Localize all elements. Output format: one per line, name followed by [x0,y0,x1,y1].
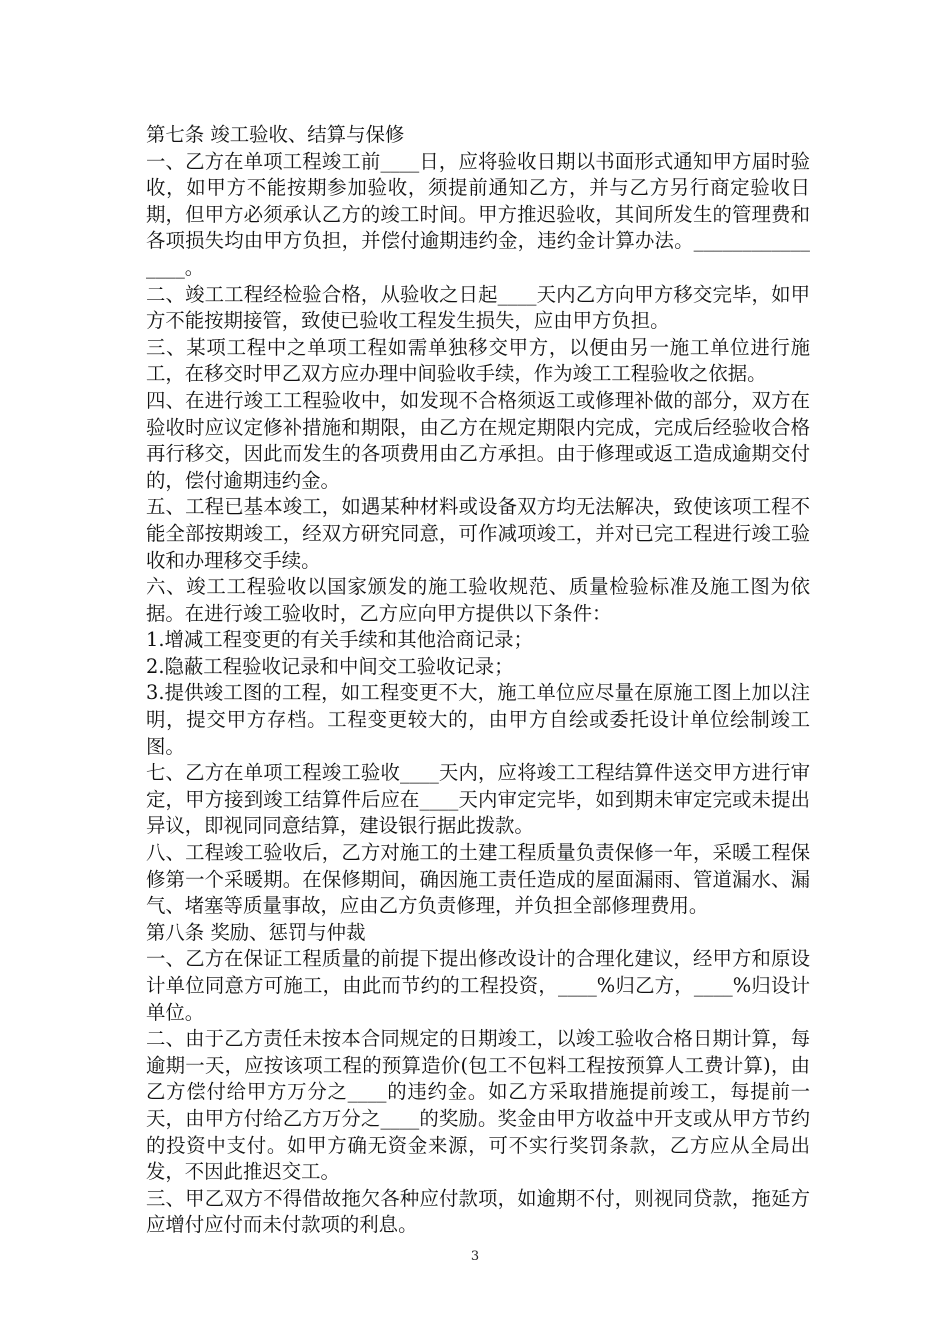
article-heading-7: 第七条 竣工验收、结算与保修 [146,123,405,146]
list-item: 3.提供竣工图的工程，如工程变更不大，施工单位应尽量在原施工图上加以注明，提交甲方存档。工程变更较大的，由甲方自绘或委托设计单位绘制竣工图。 [146,681,810,758]
list-item: 2.隐蔽工程验收记录和中间交工验收记录； [146,654,514,678]
clause-paragraph: 二、竣工工程经检验合格，从验收之日起____天内乙方向甲方移交完毕，如甲方不能按期接管，致使已验收工程发生损失，应由甲方负担。 [146,282,810,333]
clause-paragraph: 二、由于乙方责任未按本合同规定的日期竣工，以竣工验收合格日期计算，每逾期一天，应按该项工程的预算造价(包工不包料工程按预算人工费计算)，由乙方偿付给甲方万分之____的违约金。如乙方采取措施提前竣工，每提前一天，由甲方付给乙方万分之____的奖励。奖金由甲方收益中开支或从甲方节约的投资中支付。如甲方确无资金来源，可不实行奖罚条款，乙方应从全局出发，不因此推迟交工。 [146,1027,810,1184]
clause-paragraph: 五、工程已基本竣工，如遇某种材料或设备双方均无法解决，致使该项工程不能全部按期竣工，经双方研究同意，可作减项竣工，并对已完工程进行竣工验收和办理移交手续。 [146,495,810,572]
clause-paragraph: 七、乙方在单项工程竣工验收____天内，应将竣工工程结算件送交甲方进行审定，甲方接到竣工结算件后应在____天内审定完毕，如到期未审定完或未提出异议，即视同同意结算，建设银行据此拨款。 [146,761,810,838]
clause-paragraph: 一、乙方在单项工程竣工前____日，应将验收日期以书面形式通知甲方届时验收，如甲方不能按期参加验收，须提前通知乙方，并与乙方另行商定验收日期，但甲方必须承认乙方的竣工时间。甲方推迟验收，其间所发生的管理费和各项损失均由甲方负担，并偿付逾期违约金，违约金计算办法。________________。 [146,149,810,279]
document-body [146,122,810,1239]
clause-paragraph: 三、某项工程中之单项工程如需单独移交甲方，以便由另一施工单位进行施工，在移交时甲乙双方应办理中间验收手续，作为竣工工程验收之依据。 [146,335,810,386]
article-heading-8: 第八条 奖励、惩罚与仲裁 [146,920,366,944]
clause-paragraph: 一、乙方在保证工程质量的前提下提出修改设计的合理化建议，经甲方和原设计单位同意方可施工，由此而节约的工程投资，____%归乙方，____%归设计单位。 [146,947,810,1024]
list-item: 1.增减工程变更的有关手续和其他洽商记录； [146,628,533,652]
clause-paragraph: 四、在进行竣工工程验收中，如发现不合格须返工或修理补做的部分，双方在验收时应议定修补措施和期限，由乙方在规定期限内完成，完成后经验收合格再行移交，因此而发生的各项费用由乙方承担。由于修理或返工造成逾期交付的，偿付逾期违约金。 [146,388,810,492]
clause-paragraph: 八、工程竣工验收后，乙方对施工的土建工程质量负责保修一年，采暖工程保修第一个采暖期。在保修期间，确因施工责任造成的屋面漏雨、管道漏水、漏气、堵塞等质量事故，应由乙方负责修理，并负担全部修理费用。 [146,841,810,918]
clause-paragraph: 六、竣工工程验收以国家颁发的施工验收规范、质量检验标准及施工图为依据。在进行竣工验收时，乙方应向甲方提供以下条件： [146,575,810,625]
clause-paragraph: 三、甲乙双方不得借故拖欠各种应付款项，如逾期不付，则视同贷款，拖延方应增付应付而未付款项的利息。 [146,1186,810,1237]
page-number: 3 [470,1249,480,1264]
